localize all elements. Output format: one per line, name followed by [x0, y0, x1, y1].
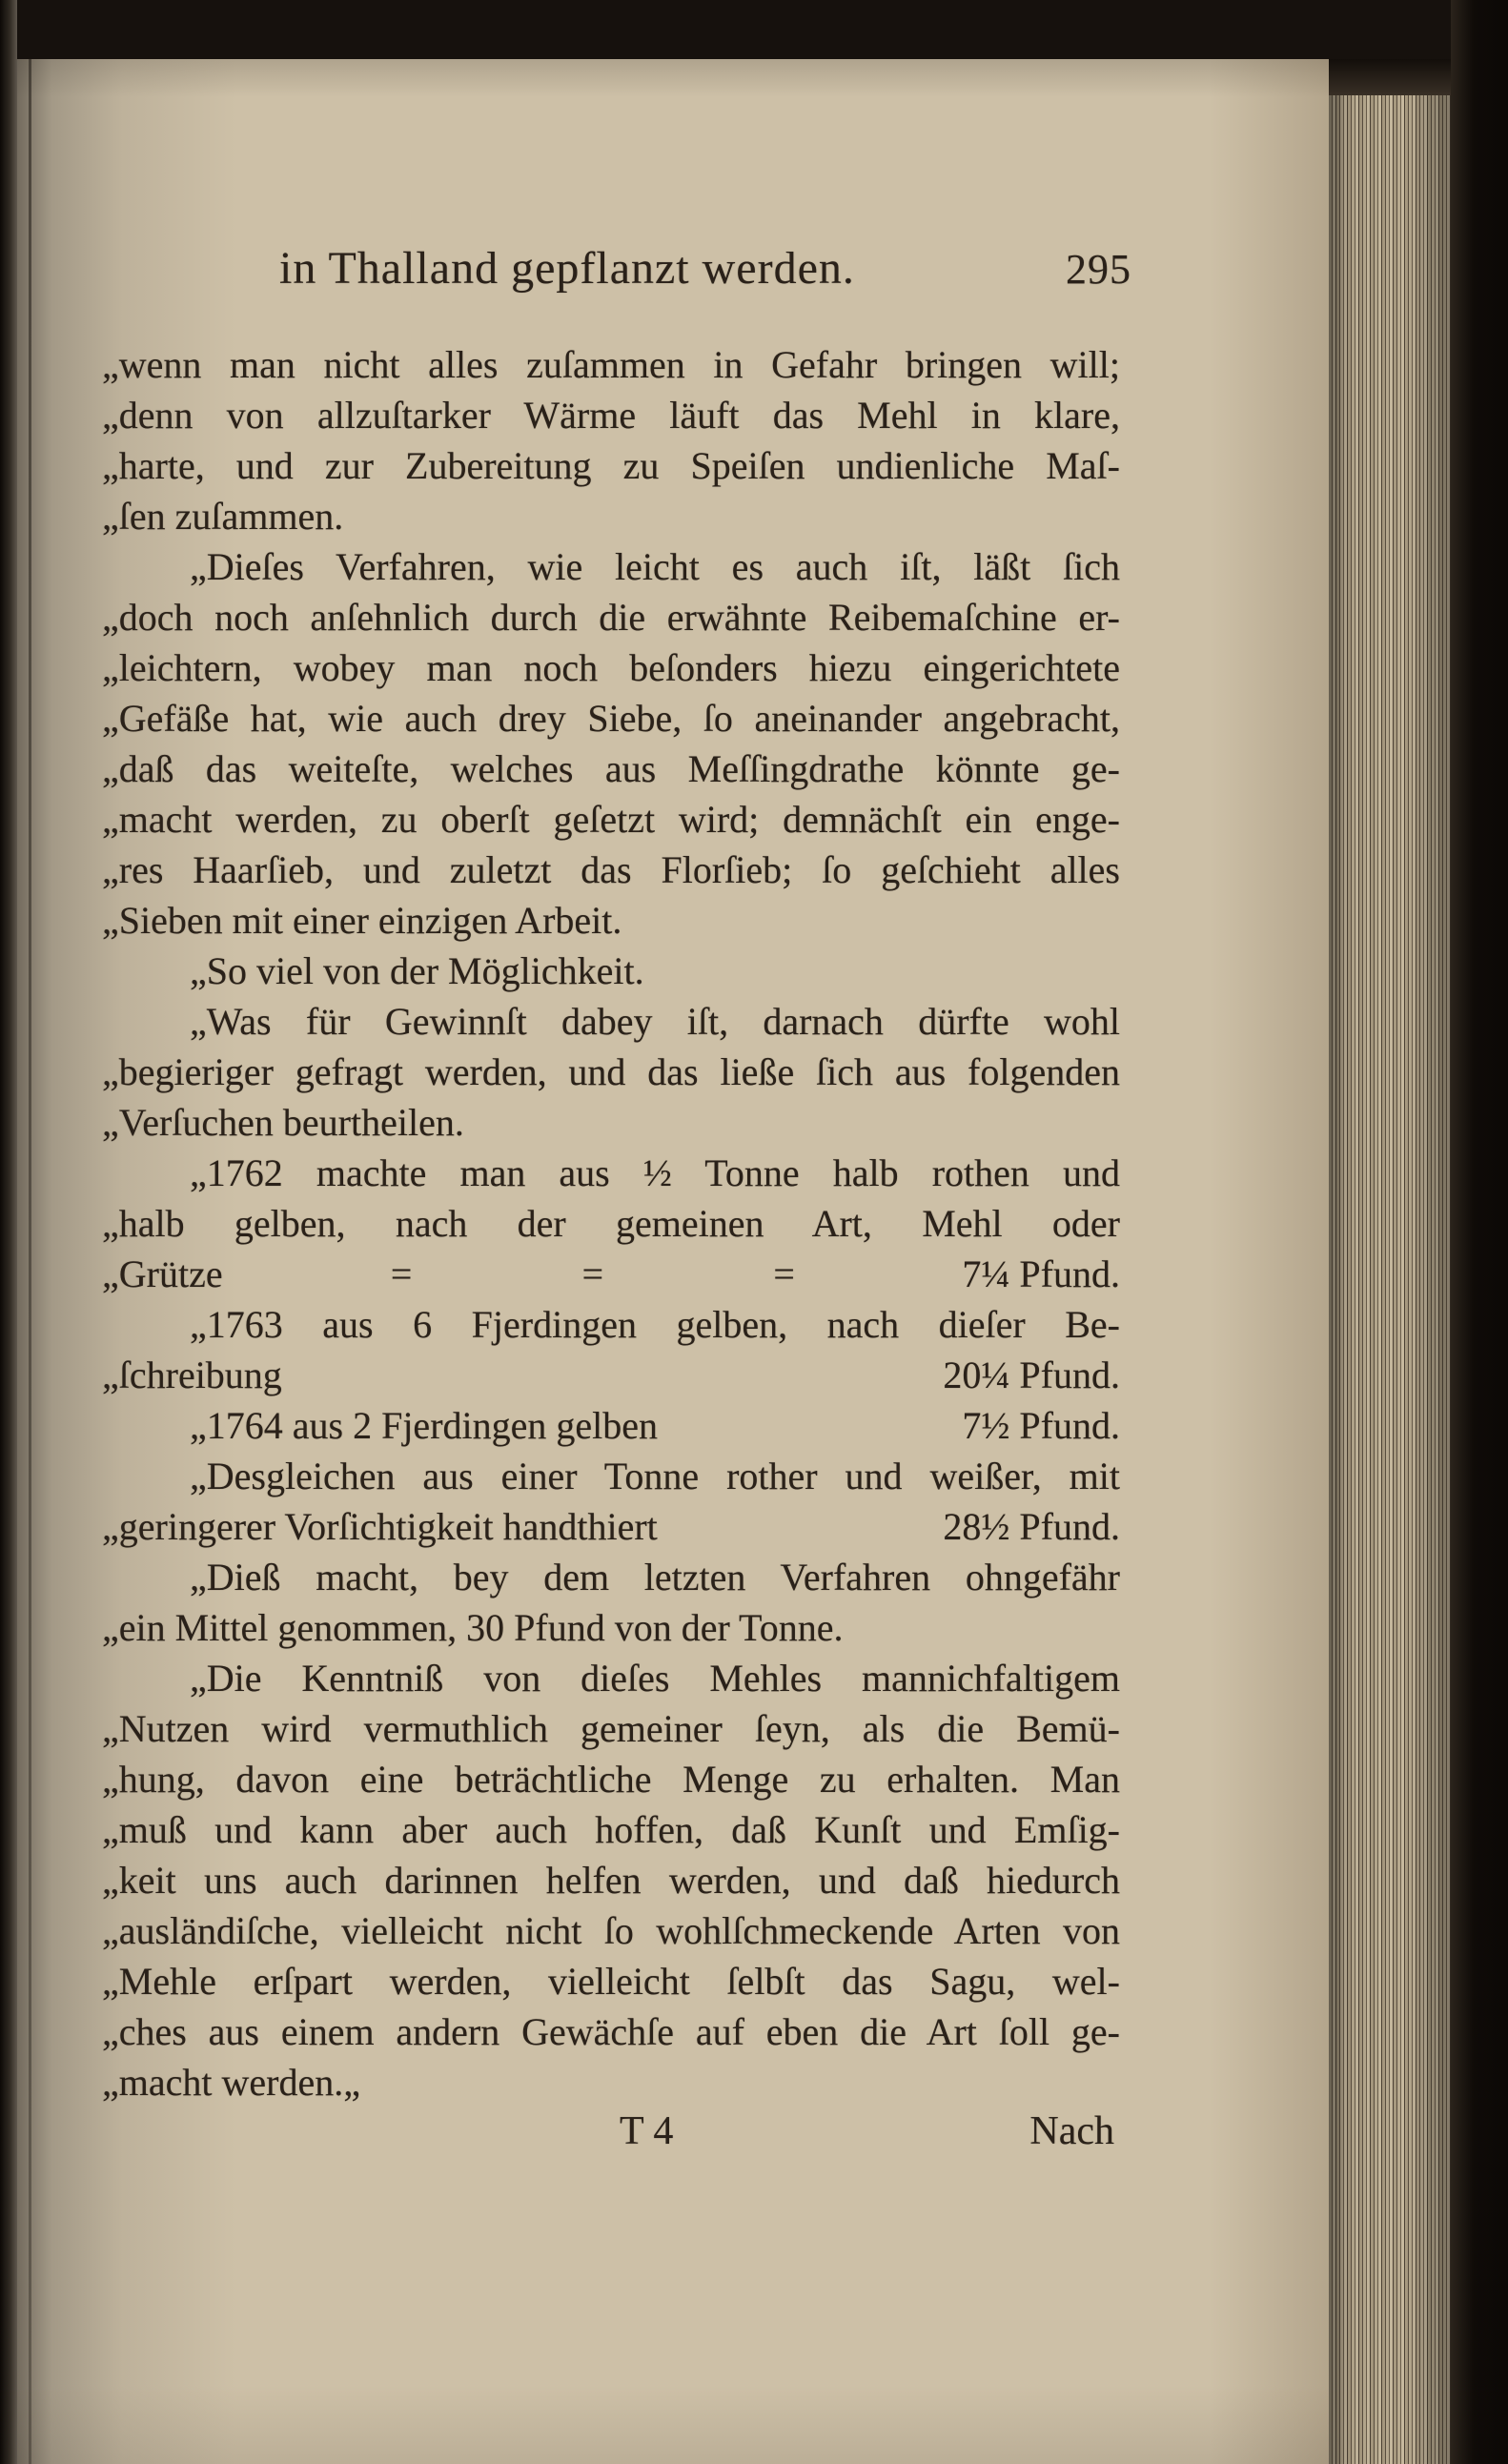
row-label: „ſchreibung — [102, 1354, 282, 1396]
signature-mark: T 4 — [620, 2109, 674, 2153]
text-line: „Die Kenntniß von dieſes Mehles mannichfaltigem — [190, 1657, 1120, 1700]
ditto-mark: = — [770, 1252, 797, 1295]
text-line: „1762 machte man aus ½ Tonne halb rothen und — [190, 1151, 1120, 1194]
text-line: „halb gelben, nach der gemeinen Art, Mehl oder — [102, 1202, 1120, 1245]
text-line: „Desgleichen aus einer Tonne rother und weißer, mit — [190, 1455, 1120, 1497]
text-line: „ein Mittel genommen, 30 Pfund von der Tonne. — [102, 1606, 844, 1649]
running-head: in Thalland gepflanzt werden. — [279, 243, 855, 294]
text-line: „Was für Gewinnſt dabey iſt, darnach dürfte wohl — [190, 1000, 1120, 1043]
text-line: „Verſuchen beurtheilen. — [102, 1101, 464, 1144]
text-line: „harte, und zur Zubereitung zu Speiſen undienliche Maſ- — [102, 444, 1120, 487]
text-line: „Dieß macht, bey dem letzten Verfahren ohngefähr — [190, 1556, 1120, 1599]
body-text — [102, 339, 1120, 2108]
text-line: „1763 aus 6 Fjerdingen gelben, nach dieſer Be- — [190, 1303, 1120, 1346]
gutter-shadow — [29, 59, 31, 2464]
text-line: „Gefäße hat, wie auch drey Siebe, ſo aneinander angebracht, — [102, 697, 1120, 740]
text-line: „keit uns auch darinnen helfen werden, und daß hiedurch — [102, 1859, 1120, 1902]
table-row — [102, 1249, 1120, 1299]
page-edge-stack — [1329, 95, 1451, 2464]
text-line: „Sieben mit einer einzigen Arbeit. — [102, 899, 622, 942]
text-line: „ches aus einem andern Gewächſe auf eben die Art ſoll ge- — [102, 2010, 1120, 2053]
page-edge-shadow — [1329, 59, 1451, 97]
row-amount: 28½ Pfund. — [943, 1505, 1120, 1548]
text-line: „muß und kann aber auch hoffen, daß Kunſt und Emſig- — [102, 1808, 1120, 1851]
row-label: „geringerer Vorſichtigkeit handthiert — [102, 1505, 658, 1548]
text-line: „begieriger gefragt werden, und das ließe ſich aus folgenden — [102, 1050, 1120, 1093]
row-label: „1764 aus 2 Fjerdingen gelben — [190, 1404, 658, 1447]
text-line: „leichtern, wobey man noch beſonders hiezu eingerichtete — [102, 646, 1120, 689]
row-amount: 20¼ Pfund. — [943, 1354, 1120, 1396]
text-line: „macht werden, zu oberſt geſetzt wird; demnächſt ein enge- — [102, 798, 1120, 841]
text-line: „ſen zuſammen. — [102, 495, 344, 538]
text-line: „Dieſes Verfahren, wie leicht es auch iſt, läßt ſich — [190, 545, 1120, 588]
ditto-mark: = — [388, 1252, 415, 1295]
table-row — [102, 1501, 1120, 1552]
text-line: „Nutzen wird vermuthlich gemeiner ſeyn, als die Bemü- — [102, 1707, 1120, 1750]
table-row — [102, 1400, 1120, 1451]
table-row — [102, 1350, 1120, 1400]
text-line: „denn von allzuſtarker Wärme läuft das Mehl in klare, — [102, 394, 1120, 437]
row-amount: 7¼ Pfund. — [962, 1252, 1120, 1295]
book-binding — [0, 0, 17, 2464]
text-line: „ausländiſche, vielleicht nicht ſo wohlſchmeckende Arten von — [102, 1909, 1120, 1952]
row-amount: 7½ Pfund. — [962, 1404, 1120, 1447]
running-head-bar — [279, 238, 1131, 299]
text-line: „So viel von der Möglichkeit. — [190, 949, 644, 992]
page-number: 295 — [1066, 246, 1131, 293]
ditto-mark: = — [580, 1252, 605, 1295]
text-line: „wenn man nicht alles zuſammen in Gefahr bringen will; — [102, 343, 1120, 386]
page-footer — [102, 2107, 1120, 2157]
scan-background — [1451, 0, 1508, 2464]
row-label: „Grütze — [102, 1252, 223, 1295]
text-line: „daß das weiteſte, welches aus Meſſingdrathe könnte ge- — [102, 747, 1120, 790]
text-line: „hung, davon eine beträchtliche Menge zu erhalten. Man — [102, 1758, 1120, 1801]
text-line: „res Haarſieb, und zuletzt das Florſieb; ſo geſchieht alles — [102, 848, 1120, 891]
text-line: „macht werden.„ — [102, 2061, 360, 2104]
text-line: „Mehle erſpart werden, vielleicht ſelbſt das Sagu, wel- — [102, 1960, 1120, 2003]
text-line: „doch noch anſehnlich durch die erwähnte Reibemaſchine er- — [102, 596, 1120, 639]
catchword: Nach — [1029, 2109, 1114, 2153]
